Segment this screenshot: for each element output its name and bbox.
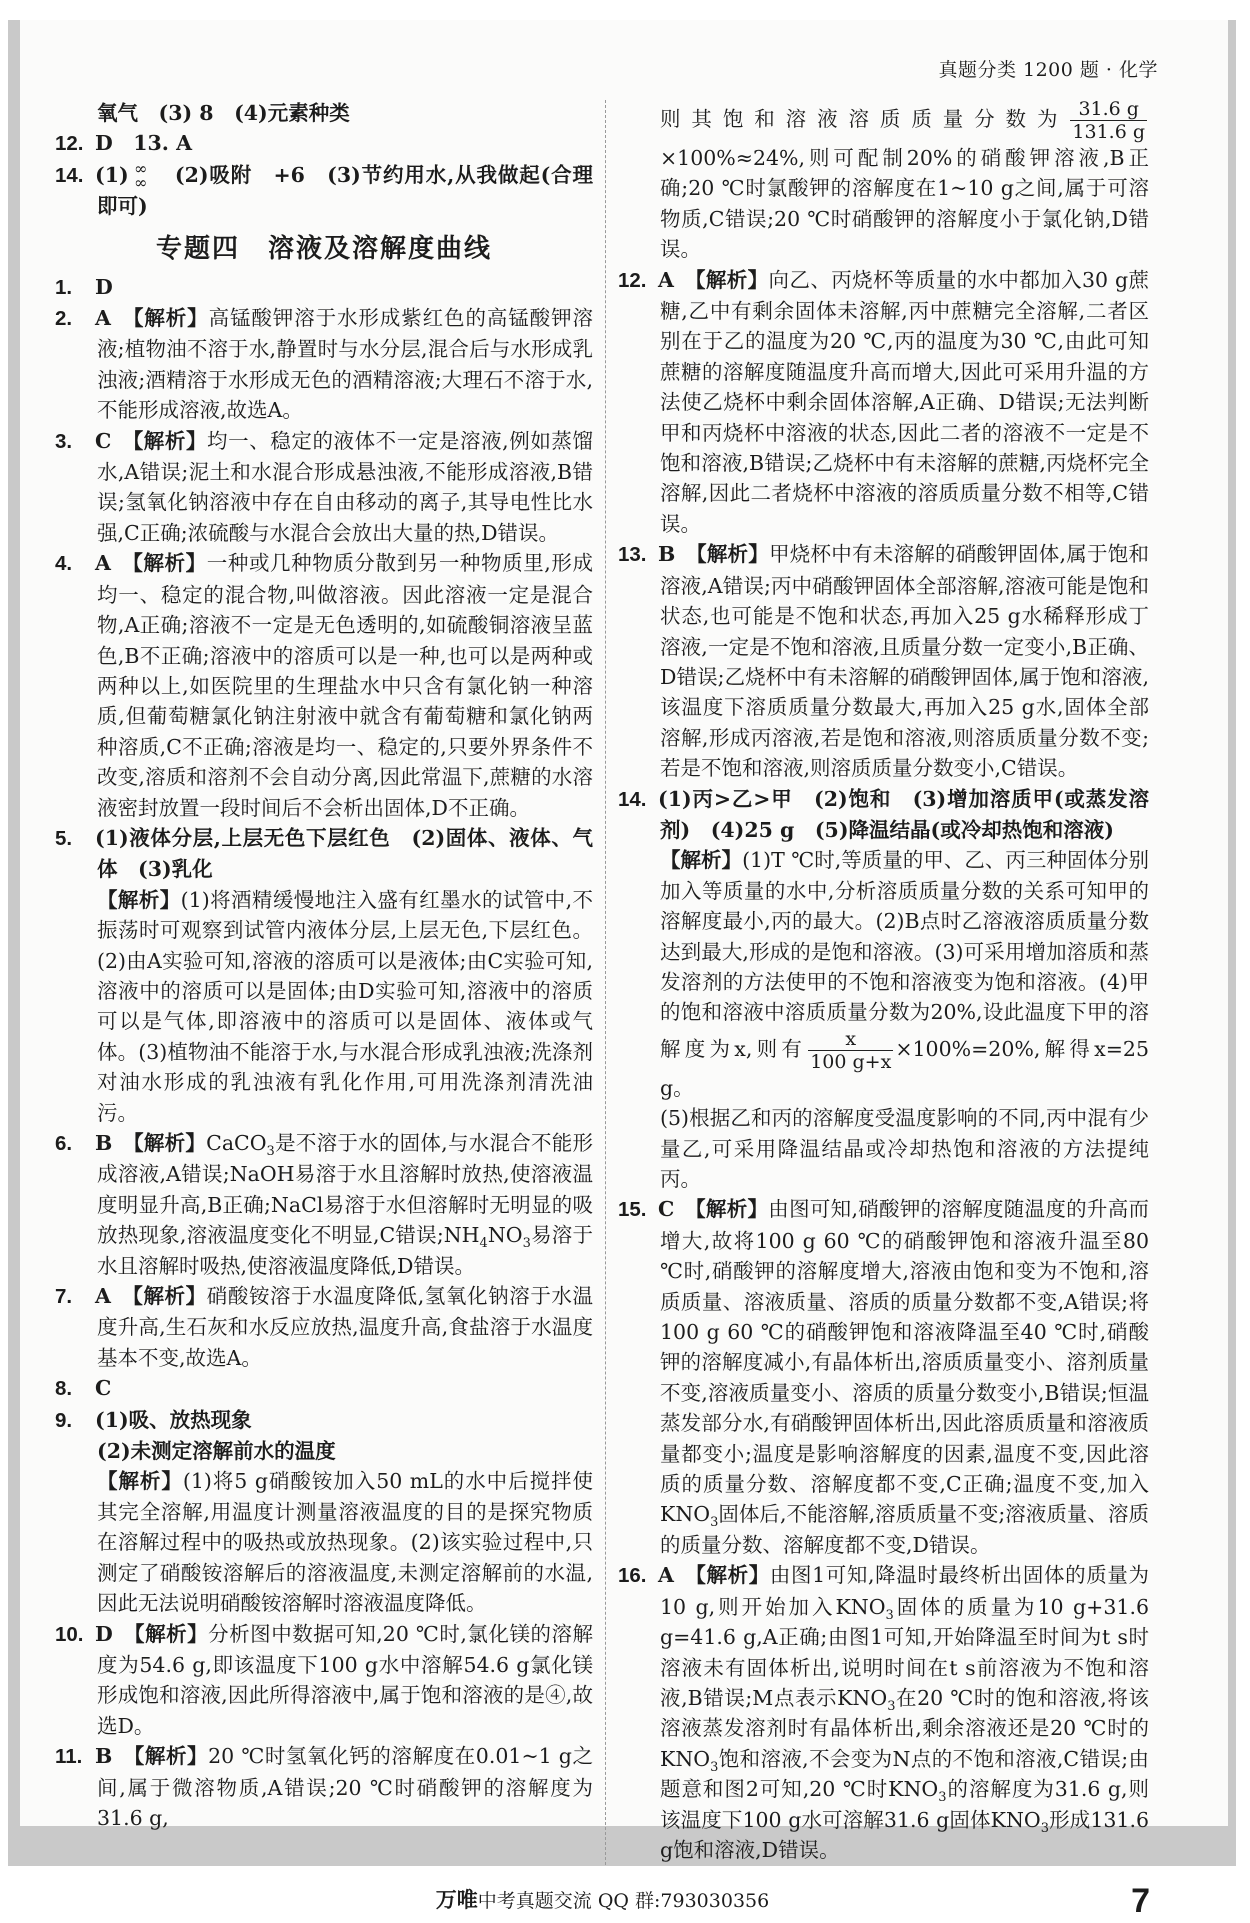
answer-text: 分析图中数据可知,20 ℃时,氯化镁的溶解度为54.6 g,即该温度下100 g水中溶解54.6 g氯化镁形成饱和溶液,因此所得溶液中,属于饱和溶液的是④,故选D。 bbox=[97, 1621, 593, 1738]
answer-text: 固体后,不能溶解,溶质质量不变;溶液质量、溶质的质量分数、溶解度都不变,D错误。 bbox=[660, 1502, 1149, 1557]
answer-text-bold: D bbox=[95, 131, 134, 156]
answer-text-bold: A 【解析】 bbox=[658, 267, 769, 292]
question-number: 14. bbox=[618, 787, 647, 811]
answer-item bbox=[55, 98, 593, 128]
answer-text: 硝酸铵溶于水温度降低,氢氧化钠溶于水温度升高,生石灰和水反应放热,温度升高,食盐溶于水温度基本不变,故选A。 bbox=[97, 1284, 594, 1370]
footer bbox=[55, 1879, 1150, 1923]
answer-item bbox=[55, 1741, 593, 1833]
answer-item bbox=[55, 823, 593, 885]
fraction bbox=[1070, 98, 1147, 143]
answer-text: 由图可知,硝酸钾的溶解度随温度的升高而增大,故将100 g 60 ℃的硝酸钾饱和溶液升温至80 ℃时,硝酸钾的溶解度增大,溶液由饱和变为不饱和,溶质质量、溶液质量、溶质的质量分数都不变,A错误;将100 g 60 ℃的硝酸钾饱和溶液降温至40 ℃时,硝酸钾的溶解度减小,有晶体析出,溶质质量变小、溶剂质量不变,溶液质量变小、溶质的质量分数变小,B错误;恒温蒸发部分水,有硝酸钾固体析出,因此溶质质量和溶液质量都变小;温度是影响溶解度的因素,温度不变,因此溶质的质量分数、溶解度都不变,C正确;温度不变,加入KNO bbox=[660, 1197, 1149, 1527]
denominator: 131.6 g bbox=[1072, 121, 1145, 143]
column-divider bbox=[605, 100, 606, 1865]
answer-text: 由图1可知,降温时最终析出固体的质量为10 g,则开始加入KNO bbox=[660, 1563, 1150, 1619]
question-number: 13. bbox=[618, 543, 647, 567]
question-number: 8. bbox=[55, 1377, 73, 1401]
answer-item bbox=[55, 160, 593, 222]
footer-text: 中考真题交流 QQ 群:793030356 bbox=[477, 1890, 770, 1913]
answer-text: 则其饱和溶液溶质质量分数为 bbox=[660, 107, 1069, 131]
answer-text-bold: A 【解析】 bbox=[95, 1284, 207, 1309]
question-number: 11. bbox=[55, 1745, 83, 1769]
question-number: 12. bbox=[618, 268, 647, 292]
answer-text-bold: B 【解析】 bbox=[658, 542, 770, 567]
answer-item bbox=[55, 426, 593, 549]
answer-text-bold: 13. A bbox=[133, 131, 192, 156]
answer-text-bold: D bbox=[95, 274, 113, 299]
answer-text-bold: B 【解析】 bbox=[95, 1744, 209, 1769]
question-number: 4. bbox=[55, 552, 73, 576]
answer-text: 是不溶于水的固体,与水混合不能形成溶液,A错误;NaOH易溶于水且溶解时放热,使溶液温度明显升高,B正确;NaCl易溶于水但溶解时无明显的吸放热现象,溶液温度变化不明显,C错误;NH bbox=[97, 1131, 594, 1248]
page-content bbox=[55, 0, 1150, 1923]
answer-text: 向乙、丙烧杯等质量的水中都加入30 g蔗糖,乙中有剩余固体未溶解,丙中蔗糖完全溶解,二者区别在于乙的温度为20 ℃,丙的温度为30 ℃,由此可知蔗糖的溶解度随温度升高而增大,因此可采用升温的方法使乙烧杯中剩余固体溶解,A正确、D错误;无法判断甲和丙烧杯中溶液的状态,因此二者的溶液不一定是不饱和溶液,B错误;乙烧杯中有未溶解的蔗糖,丙烧杯完全溶解,因此二者烧杯中溶液的溶质质量分数不相等,C错误。 bbox=[660, 267, 1150, 536]
publisher-logo: 万唯 bbox=[435, 1889, 478, 1913]
answer-item bbox=[55, 885, 593, 1128]
answer-text-bold: (1) bbox=[95, 162, 129, 187]
answer-item bbox=[55, 272, 593, 303]
answer-item bbox=[55, 1619, 593, 1742]
answer-text: ×100%=20%,解得x=25 g。 bbox=[660, 1036, 1149, 1100]
question-number: 15. bbox=[618, 1198, 647, 1222]
answer-text-bold: 氧气 (3) 8 (4)元素种类 bbox=[97, 101, 350, 125]
question-number: 3. bbox=[55, 429, 73, 453]
running-header: 真题分类 1200 题 · 化学 bbox=[938, 59, 1158, 81]
numerator: x bbox=[808, 1028, 893, 1051]
answer-text: (1)T ℃时,等质量的甲、乙、丙三种固体分别加入等质量的水中,分析溶质质量分数的关系可知甲的溶解度最小,丙的最大。(2)B点时乙溶液溶质质量分数达到最大,形成的是饱和溶液。(3)可采用增加溶质和蒸发溶剂的方法使甲的不饱和溶液变为饱和溶液。(4)甲的饱和溶液中溶质质量分数为20%,设此温度下甲的溶解度为x,则有 bbox=[660, 848, 1149, 1061]
answer-item bbox=[55, 1466, 593, 1618]
answer-text: 形成131.6 g饱和溶液,D错误。 bbox=[660, 1807, 1150, 1862]
answer-text: NO bbox=[487, 1223, 523, 1248]
denominator: 100 g+x bbox=[810, 1050, 892, 1073]
answer-text-bold: C bbox=[95, 1376, 112, 1401]
subscript: 3 bbox=[522, 1236, 531, 1252]
answer-item bbox=[55, 1405, 593, 1436]
answer-text: ×100%≈24%,则可配制20%的硝酸钾溶液,B正确;20 ℃时氯酸钾的溶解度在1~10 g之间,属于可溶物质,C错误;20 ℃时硝酸钾的溶解度小于氯化钠,D错误。 bbox=[660, 146, 1149, 262]
answer-text-bold: 【解析】 bbox=[660, 848, 743, 873]
answer-text-bold: (1)液体分层,上层无色下层红色 (2)固体、液体、气体 (3)乳化 bbox=[95, 825, 593, 882]
question-number: 6. bbox=[55, 1132, 73, 1155]
answer-item bbox=[618, 784, 1149, 846]
answer-text-bold: A 【解析】 bbox=[95, 551, 207, 576]
answer-text-bold: C 【解析】 bbox=[95, 428, 208, 453]
subscript: 4 bbox=[479, 1236, 488, 1252]
answer-item bbox=[618, 1103, 1149, 1194]
question-number: 9. bbox=[55, 1408, 73, 1432]
answer-item bbox=[55, 1281, 593, 1373]
answer-item bbox=[55, 1373, 593, 1404]
answer-text: 饱和溶液,不会变为N点的不饱和溶液,C错误;由题意和图2可知,20 ℃时KNO bbox=[660, 1746, 1149, 1802]
subscript: 3 bbox=[710, 1759, 719, 1775]
answer-text: 易溶于水且溶解时吸热,使溶液温度降低,D错误。 bbox=[97, 1223, 593, 1278]
answer-item bbox=[55, 1128, 593, 1281]
subscript: 3 bbox=[266, 1144, 275, 1160]
answer-item bbox=[55, 128, 593, 159]
question-number: 2. bbox=[55, 307, 73, 331]
question-number: 1. bbox=[55, 275, 73, 299]
answer-text-bold: (1)吸、放热现象 bbox=[95, 1407, 252, 1432]
answer-text-bold: 【解析】 bbox=[97, 887, 181, 912]
answer-text: 甲烧杯中有未溶解的硝酸钾固体,属于饱和溶液,A错误;丙中硝酸钾固体全部溶解,溶液可能是饱和状态,也可能是不饱和状态,再加入25 g水稀释形成丁溶液,一定是不饱和溶液,且质量分数一定变小,B正确、D错误;乙烧杯中有未溶解的硝酸钾固体,属于饱和溶液,该温度下溶质质量分数最大,再加入25 g水,固体全部溶解,形成丙溶液,若是饱和溶液,则溶质质量分数不变;若是不饱和溶液,则溶质质量分数变小,C错误。 bbox=[660, 542, 1150, 781]
answer-text: 均一、稳定的液体不一定是溶液,例如蒸馏水,A错误;泥土和水混合形成悬浊液,不能形成溶液,B错误;氢氧化钠溶液中存在自由移动的离子,其导电性比水强,C正确;浓硫酸与水混合会放出大量的热,D错误。 bbox=[97, 428, 593, 545]
answer-item bbox=[55, 548, 593, 823]
answer-text: (1)将5 g硝酸铵加入50 mL的水中后搅拌使其完全溶解,用温度计测量溶液温度的目的是探究物质在溶解过程中的吸热或放热现象。(2)该实验过程中,只测定了硝酸铵溶解后的溶液温度,未测定溶解前的水温,因此无法说明硝酸铵溶解时溶液温度降低。 bbox=[97, 1469, 594, 1616]
page-number: 7 bbox=[1131, 1882, 1150, 1921]
answer-item bbox=[618, 845, 1149, 1103]
answer-text-bold: C 【解析】 bbox=[658, 1197, 769, 1222]
answer-text-bold: D 【解析】 bbox=[95, 1621, 209, 1646]
answer-text: 在20 ℃时的饱和溶液,将该溶液蒸发溶剂时有晶体析出,剩余溶液还是20 ℃时的KNO bbox=[660, 1685, 1149, 1771]
answer-text: CaCO bbox=[206, 1131, 267, 1155]
subscript: 3 bbox=[885, 1607, 894, 1623]
question-number: 16. bbox=[618, 1564, 647, 1588]
answer-text: 的溶解度为31.6 g,则该温度下100 g水可溶解31.6 g固体KNO bbox=[660, 1777, 1149, 1832]
answer-text-bold: (2)未测定溶解前水的温度 bbox=[97, 1439, 336, 1464]
section-title: 专题四 溶液及溶解度曲线 bbox=[155, 233, 492, 264]
columns bbox=[55, 98, 1150, 1865]
answer-item bbox=[618, 98, 1149, 265]
subscript: 3 bbox=[887, 1699, 896, 1714]
answer-item bbox=[55, 1436, 593, 1466]
answer-text: (1)将酒精缓慢地注入盛有红墨水的试管中,不振荡时可观察到试管内液体分层,上层无色,下层红色。(2)由A实验可知,溶液的溶质可以是液体;由C实验可知,溶液中的溶质可以是固体;由D实验可知,溶液中的溶质可以是气体,即溶液中的溶质可以是固体、液体或气体。(3)植物油不能溶于水,与水混合形成乳浊液;洗涤剂对油水形成的乳浊液有乳化作用,可用洗涤剂清洗油污。 bbox=[97, 887, 594, 1125]
right-column bbox=[618, 98, 1149, 1865]
question-number: 14. bbox=[55, 163, 84, 187]
question-number: 10. bbox=[55, 1622, 84, 1646]
subscript: 3 bbox=[938, 1790, 947, 1806]
answer-text-bold: (2)吸附 +6 (3)节约用水,从我做起(合理即可) bbox=[97, 162, 593, 219]
subscript: 3 bbox=[1040, 1820, 1049, 1836]
question-number: 5. bbox=[55, 826, 73, 850]
left-column bbox=[55, 98, 593, 1833]
answer-item bbox=[618, 265, 1149, 540]
molecule-model-icon: ∞ ∞ bbox=[134, 159, 148, 193]
answer-text: 20 ℃时氢氧化钙的溶解度在0.01~1 g之间,属于微溶物质,A错误;20 ℃时硝酸钾的溶解度为31.6 g, bbox=[97, 1744, 593, 1830]
question-number: 12. bbox=[55, 132, 84, 156]
fraction bbox=[808, 1028, 893, 1073]
answer-item bbox=[618, 1194, 1149, 1560]
question-number: 7. bbox=[55, 1285, 73, 1309]
answer-text-bold: A 【解析】 bbox=[658, 1563, 770, 1588]
answer-text: 一种或几种物质分散到另一种物质里,形成均一、稳定的混合物,叫做溶液。因此溶液一定是混合物,A正确;溶液不一定是无色透明的,如硫酸铜溶液呈蓝色,B不正确;溶液中的溶质可以是一种,也可以是两种或两种以上,如医院里的生理盐水中只含有氯化钠一种溶质,但葡萄糖氯化钠注射液中就含有葡萄糖和氯化钠两种溶质,C不正确;溶液是均一、稳定的,只要外界条件不改变,溶质和溶剂不会自动分离,因此常温下,蔗糖的水溶液密封放置一段时间后不会析出固体,D不正确。 bbox=[97, 551, 594, 820]
numerator: 31.6 g bbox=[1070, 98, 1147, 121]
answer-text-bold: 【解析】 bbox=[97, 1469, 183, 1494]
answer-text: 高锰酸钾溶于水形成紫红色的高锰酸钾溶液;植物油不溶于水,静置时与水分层,混合后与水形成乳浊液;酒精溶于水形成无色的酒精溶液;大理石不溶于水,不能形成溶液,故选A。 bbox=[97, 306, 593, 423]
subscript: 3 bbox=[710, 1515, 719, 1531]
answer-text: (5)根据乙和丙的溶解度受温度影响的不同,丙中混有少量乙,可采用降温结晶或冷却热饱和溶液的方法提纯丙。 bbox=[660, 1106, 1149, 1191]
answer-text: 固体的质量为10 g+31.6 g=41.6 g,A正确;由图1可知,开始降温至时间为t s时溶液未有固体析出,说明时间在t s前溶液为不饱和溶液,B错误;M点表示KNO bbox=[660, 1594, 1150, 1710]
answer-text-bold: (1)丙>乙>甲 (2)饱和 (3)增加溶质甲(或蒸发溶剂) (4)25 g (5)降温结晶(或冷却热饱和溶液) bbox=[658, 786, 1149, 842]
answer-item bbox=[618, 539, 1149, 783]
answer-text-bold: A 【解析】 bbox=[95, 306, 209, 331]
answer-text-bold: B 【解析】 bbox=[95, 1131, 207, 1155]
answer-item bbox=[618, 1560, 1149, 1865]
answer-item bbox=[55, 303, 593, 426]
